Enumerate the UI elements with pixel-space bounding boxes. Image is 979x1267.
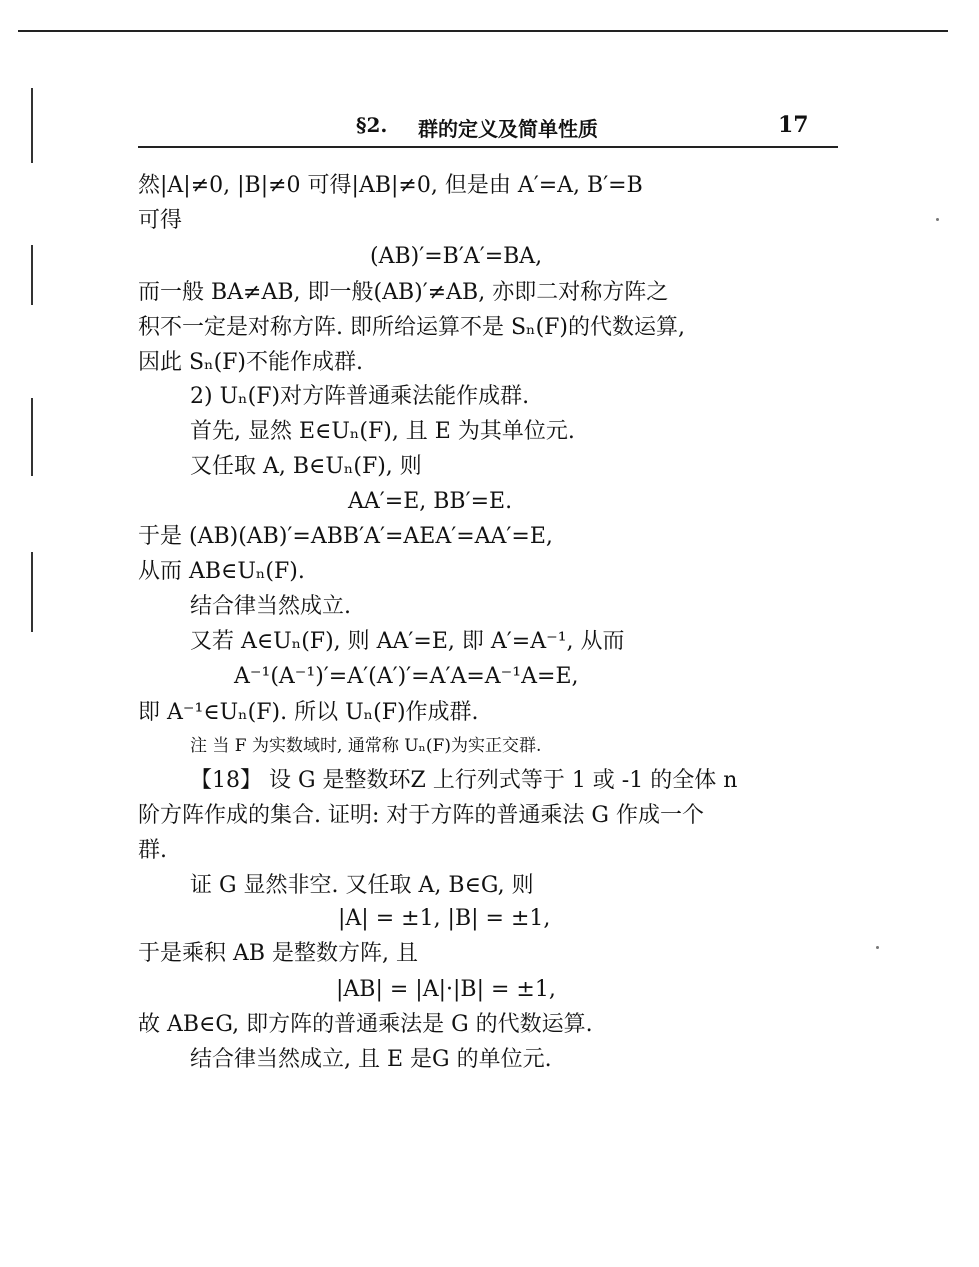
text-line: 于是乘积 AB 是整数方阵, 且 — [138, 941, 419, 966]
top-rule — [18, 30, 948, 32]
text-line: 又任取 A, B∈Uₙ(F), 则 — [190, 454, 422, 479]
text-line: 然|A|≠0, |B|≠0 可得|AB|≠0, 但是由 A′=A, B′=B — [138, 173, 643, 198]
text-line: 又若 A∈Uₙ(F), 则 AA′=E, 即 A′=A⁻¹, 从而 — [190, 629, 625, 654]
margin-mark — [31, 398, 33, 476]
text-line: 因此 Sₙ(F)不能作成群. — [138, 350, 364, 375]
text-line: 2) Uₙ(F)对方阵普通乘法能作成群. — [190, 384, 530, 409]
page-number: 17 — [778, 112, 809, 138]
equation: |AB| = |A|·|B| = ±1, — [336, 977, 556, 1002]
text-line: 群. — [138, 838, 167, 863]
text-line: 首先, 显然 E∈Uₙ(F), 且 E 为其单位元. — [190, 419, 575, 444]
header-rule — [138, 146, 838, 148]
text-line: 故 AB∈G, 即方阵的普通乘法是 G 的代数运算. — [138, 1012, 593, 1037]
margin-mark — [31, 245, 33, 305]
text-line: 积不一定是对称方阵. 即所给运算不是 Sₙ(F)的代数运算, — [138, 315, 685, 340]
running-title: 群的定义及简单性质 — [418, 117, 598, 141]
text-line: 阶方阵作成的集合. 证明: 对于方阵的普通乘法 G 作成一个 — [138, 803, 704, 828]
equation: |A| = ±1, |B| = ±1, — [338, 906, 551, 931]
problem-heading: 【18】 设 G 是整数环Z 上行列式等于 1 或 -1 的全体 n — [190, 768, 738, 793]
text-line: 可得 — [138, 208, 183, 233]
equation: 于是 (AB)(AB)′=ABB′A′=AEA′=AA′=E, — [138, 524, 553, 549]
text-line: 结合律当然成立, 且 E 是G 的单位元. — [190, 1047, 552, 1072]
text-line: 即 A⁻¹∈Uₙ(F). 所以 Uₙ(F)作成群. — [138, 700, 479, 725]
note-line: 注 当 F 为实数域时, 通常称 Uₙ(F)为实正交群. — [190, 736, 542, 756]
text-line: 从而 AB∈Uₙ(F). — [138, 559, 305, 584]
section-number: §2. — [356, 113, 388, 137]
equation: (AB)′=B′A′=BA, — [370, 244, 543, 269]
speck — [876, 946, 879, 949]
text-line: 结合律当然成立. — [190, 594, 351, 619]
margin-mark — [31, 552, 33, 632]
margin-mark — [31, 88, 33, 163]
equation: A⁻¹(A⁻¹)′=A′(A′)′=A′A=A⁻¹A=E, — [234, 664, 579, 689]
proof-line: 证 G 显然非空. 又任取 A, B∈G, 则 — [190, 873, 534, 898]
equation: AA′=E, BB′=E. — [348, 489, 513, 514]
text-line: 而一般 BA≠AB, 即一般(AB)′≠AB, 亦即二对称方阵之 — [138, 280, 669, 305]
speck — [936, 218, 939, 221]
